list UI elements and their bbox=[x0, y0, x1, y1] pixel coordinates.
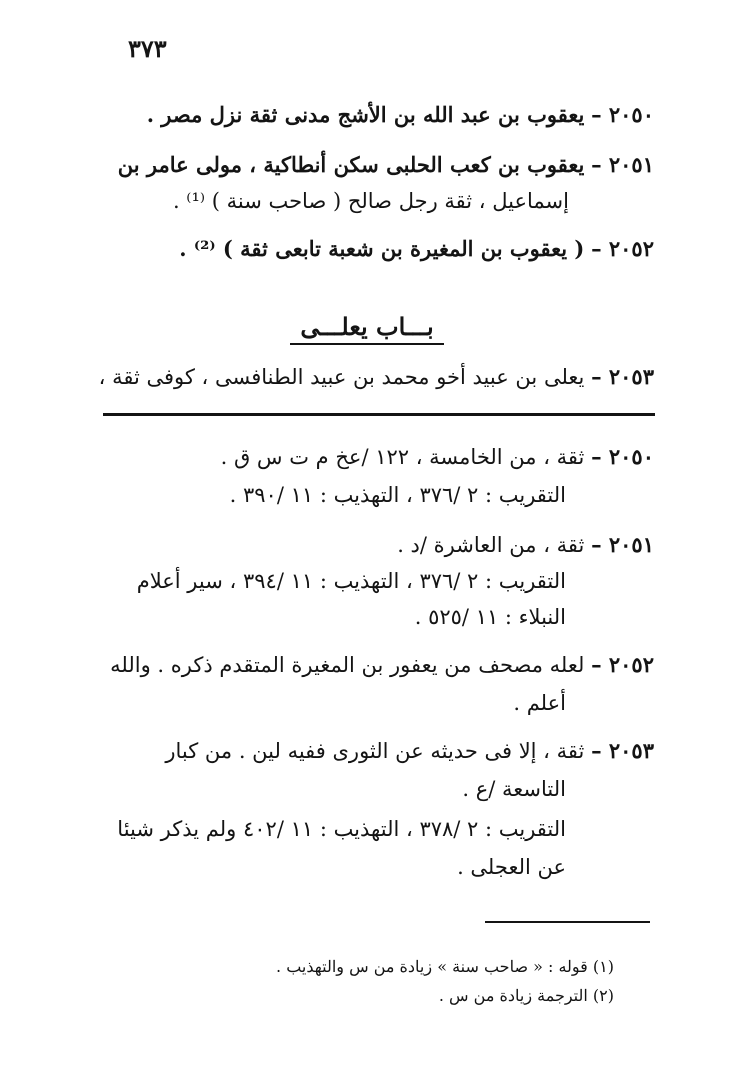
footnote-2: (٢) الترجمة زيادة من س . bbox=[438, 986, 614, 1005]
entry-2050 bbox=[147, 98, 654, 132]
note-text: لعله مصحف من يعفور بن المغيرة المتقدم ذكره . والله bbox=[110, 653, 585, 677]
note-2053-line-2: التاسعة /ع . bbox=[462, 777, 566, 801]
footnote-1: (١) قوله : « صاحب سنة » زيادة من س والتهذيب . bbox=[276, 957, 614, 976]
note-number: ٢٠٥٣ – bbox=[591, 738, 654, 763]
page-number: ٣٧٣ bbox=[128, 34, 167, 63]
entry-2051-continuation: إسماعيل ، ثقة رجل صالح ( صاحب سنة ) ⁽¹⁾ . bbox=[172, 189, 569, 213]
footnote-divider bbox=[485, 921, 650, 923]
chapter-heading-text: بـــاب يعلـــى bbox=[290, 312, 443, 345]
entry-text: يعلى بن عبيد أخو محمد بن عبيد الطنافسى ، كوفى ثقة ، bbox=[98, 365, 585, 389]
note-2050-line-2: التقريب : ٢ /٣٧٦ ، التهذيب : ١١ /٣٩٠ . bbox=[229, 483, 566, 507]
note-2050 bbox=[221, 440, 654, 474]
section-divider bbox=[103, 413, 655, 416]
note-2052 bbox=[110, 648, 654, 682]
entry-2052 bbox=[179, 232, 654, 266]
entry-number: ٢٠٥٣ – bbox=[591, 364, 654, 389]
entry-number: ٢٠٥٢ – bbox=[591, 236, 654, 261]
entry-number: ٢٠٥١ – bbox=[591, 152, 654, 177]
entry-number: ٢٠٥٠ – bbox=[591, 102, 654, 127]
note-text: ثقة ، إلا فى حديثه عن الثورى ففيه لين . من كبار bbox=[165, 739, 585, 763]
entry-text: يعقوب بن كعب الحلبى سكن أنطاكية ، مولى عامر بن bbox=[117, 152, 585, 177]
note-2051-line-3: النبلاء : ١١ /٥٢٥ . bbox=[414, 605, 566, 629]
entry-2053 bbox=[99, 360, 654, 394]
note-number: ٢٠٥١ – bbox=[591, 532, 654, 557]
note-2051-line-2: التقريب : ٢ /٣٧٦ ، التهذيب : ١١ /٣٩٤ ، سير أعلام bbox=[136, 569, 566, 593]
chapter-heading bbox=[0, 312, 734, 345]
note-number: ٢٠٥٢ – bbox=[591, 652, 654, 677]
note-number: ٢٠٥٠ – bbox=[591, 444, 654, 469]
note-text: ثقة ، من الخامسة ، ١٢٢ /عخ م ت س ق . bbox=[220, 445, 585, 469]
note-2053 bbox=[165, 734, 654, 768]
entry-2051 bbox=[118, 148, 654, 182]
note-2053-line-3: التقريب : ٢ /٣٧٨ ، التهذيب : ١١ /٤٠٢ ولم يذكر شيئا bbox=[117, 817, 566, 841]
note-2052-line-2: أعلم . bbox=[513, 691, 566, 715]
note-text: ثقة ، من العاشرة /د . bbox=[397, 533, 585, 557]
note-2051 bbox=[397, 528, 654, 562]
note-2053-line-4: عن العجلى . bbox=[457, 855, 566, 879]
entry-text: يعقوب بن عبد الله بن الأشج مدنى ثقة نزل مصر . bbox=[146, 102, 585, 127]
entry-text: ( يعقوب بن المغيرة بن شعبة تابعى ثقة ) ⁽²⁾ . bbox=[179, 236, 585, 261]
